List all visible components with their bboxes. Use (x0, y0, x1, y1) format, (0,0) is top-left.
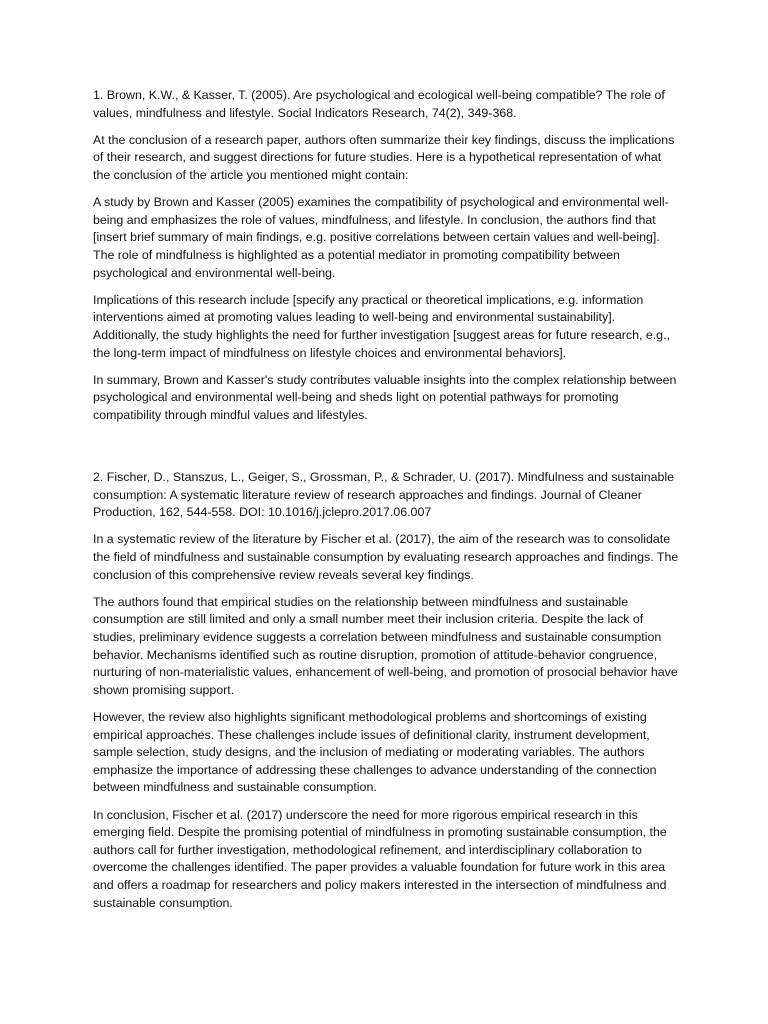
reference-citation: 2. Fischer, D., Stanszus, L., Geiger, S., Grossman, P., & Schrader, U. (2017). Mindfulness and sustainable consumption: A systematic literature review of research approaches and findings. Journal of Cleaner Production, 162, 544-558. DOI: 10.1016/j.jclepro.2017.06.007 (93, 470, 675, 520)
body-paragraph: A study by Brown and Kasser (2005) examines the compatibility of psychological and environmental well-being and emphasizes the role of values, mindfulness, and lifestyle. In conclusion, the authors find that [insert brief summary of main findings, e.g. positive correlations between certain values and well-being]. The role of mindfulness is highlighted as a potential mediator in promoting compatibility between psychological and environmental well-being. (93, 195, 669, 280)
body-paragraph: In conclusion, Fischer et al. (2017) underscore the need for more rigorous empirical research in this emerging field. Despite the promising potential of mindfulness in promoting sustainable consumption, the authors call for further investigation, methodological refinement, and interdisciplinary collaboration to overcome the challenges identified. The paper provides a valuable foundation for future work in this area and offers a roadmap for researchers and policy makers interested in the intersection of mindfulness and sustainable consumption. (93, 807, 667, 910)
body-paragraph: In summary, Brown and Kasser's study contributes valuable insights into the complex relationship between psychological and environmental well-being and sheds light on potential pathways for promoting compatibility through mindful values and lifestyles. (93, 372, 677, 422)
body-paragraph: However, the review also highlights significant methodological problems and shortcomings of existing empirical approaches. These challenges include issues of definitional clarity, instrument development, sample selection, study designs, and the inclusion of mediating or moderating variables. The authors emphasize the importance of addressing these challenges to advance understanding of the connection between mindfulness and sustainable consumption. (93, 709, 657, 795)
reference-citation: 1. Brown, K.W., & Kasser, T. (2005). Are psychological and ecological well-being compatible? The role of values, mindfulness and lifestyle. Social Indicators Research, 74(2), 349-368. (93, 88, 665, 120)
body-paragraph: At the conclusion of a research paper, authors often summarize their key findings, discuss the implications of their research, and suggest directions for future studies. Here is a hypothetical representation of what the conclusion of the article you mentioned might contain: (93, 132, 675, 182)
section-spacer (93, 434, 681, 469)
document-page (93, 87, 681, 922)
body-paragraph: Implications of this research include [specify any practical or theoretical implications, e.g. information interventions aimed at promoting values leading to well-being and environmental sustainability]. Additionally, the study highlights the need for further investigation [suggest areas for future research, e.g., the long-term impact of mindfulness on lifestyle choices and environmental behaviors]. (93, 292, 670, 360)
reference-section-2 (93, 469, 681, 912)
body-paragraph: The authors found that empirical studies on the relationship between mindfulness and sustainable consumption are still limited and only a small number meet their inclusion criteria. Despite the lack of studies, preliminary evidence suggests a correlation between mindfulness and sustainable consumption behavior. Mechanisms identified such as routine disruption, promotion of attitude-behavior congruence, nurturing of non-materialistic values, enhancement of well-being, and promotion of prosocial behavior have shown promising support. (93, 594, 678, 697)
reference-section-1 (93, 87, 681, 424)
body-paragraph: In a systematic review of the literature by Fischer et al. (2017), the aim of the research was to consolidate the field of mindfulness and sustainable consumption by evaluating research approaches and findings. The conclusion of this comprehensive review reveals several key findings. (93, 532, 679, 582)
